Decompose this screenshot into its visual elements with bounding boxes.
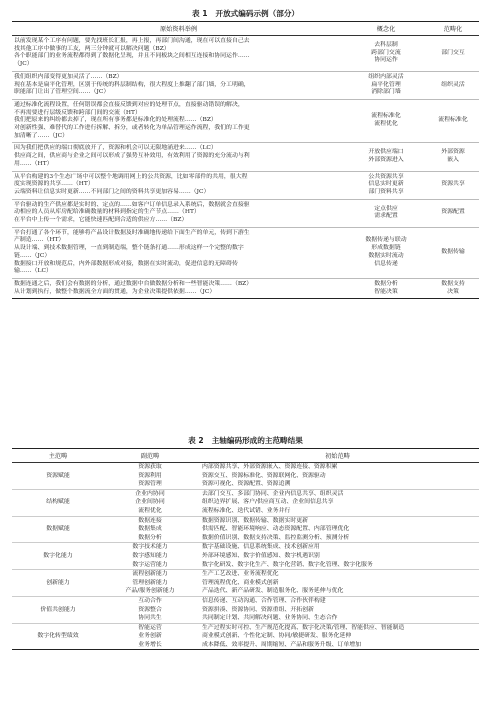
concept-line: 组织内部灵活 (368, 73, 404, 80)
concept-line: 信息传递 (374, 260, 398, 267)
raw-data-line: 从平台构建的3个生态广场中可以整个地调用网上的公共资源，比如零部件的共用，很大程 (14, 173, 248, 180)
table-1-header-row (12, 22, 479, 36)
sub-category-cell: 资源利用 (138, 472, 162, 479)
sub-category-cell: 数据连接 (104, 516, 196, 525)
raw-data-line: 对创新性强、难替代的工作进行拆解、拆分，或者转化为单品管理运作流程，我们的工作更 (14, 125, 250, 132)
category-cell (427, 227, 479, 278)
concept-cell (345, 71, 427, 99)
table-row (12, 99, 479, 143)
initial-category-cell: 流程标准化、迭代试错、业务并行 (202, 507, 291, 514)
raw-data-line: 不再需要进行层级反馈和跨部门间的交流（HT） (14, 109, 141, 116)
category-line: 组织灵活 (441, 81, 465, 88)
concept-cell (345, 278, 427, 298)
table-row (12, 143, 479, 171)
sub-category-cell: 管理创新能力 (132, 579, 168, 586)
main-category-cell: 结构赋能 (12, 489, 104, 516)
raw-data-line: 平台驱动的生产供应都是实时的、定点的……如客户订单信息录入系统后，数据就会直接驱 (14, 201, 250, 208)
category-cell (427, 278, 479, 298)
concept-cell (345, 36, 427, 72)
table-row (12, 516, 479, 525)
table-row (12, 543, 479, 552)
concept-line: 跨部门交流 (371, 49, 401, 56)
initial-category-cell: 商业模式创新、个性化定制、协同/敏捷研发、服务化延伸 (202, 633, 352, 640)
category-line: 资源共享 (441, 181, 465, 188)
raw-data-line: 平台打通了各个环节，能够将产品设计数据及时准确地传递给下面生产的单元，传到下游生 (14, 229, 250, 236)
raw-data-line: （JC） (14, 61, 33, 68)
raw-data-line: 以前发现某个工序有问题，要先找班长汇报，再上报，再部门间沟通，现在可以直接自己去 (14, 38, 250, 44)
category-line: 部门交互 (441, 49, 465, 56)
initial-category-cell: 供需匹配、智能环境响应、动态资源配置、内部管理优化 (202, 526, 350, 533)
header-main-category: 主范畴 (12, 449, 104, 463)
initial-category-cell: 外部环境感知、数字价值感知、数字机遇识别 (202, 552, 320, 559)
main-category-cell: 数字化能力 (12, 543, 104, 570)
sub-category-cell: 企业间协同 (135, 499, 165, 506)
concept-line: 流程优化 (374, 121, 398, 128)
initial-category-cell: 数字基础设施、信息系统集成、技术创新应用 (196, 543, 479, 552)
raw-data-line: 从设计端、到技术数据管理，一直到制造端，整个链条打通……形成这样一个完整的数字 (14, 245, 244, 252)
initial-category-cell: 内部资源共享、外部资源嵌入、资源连接、资源积累 (202, 464, 338, 470)
header-initial-category: 初始范畴 (196, 449, 479, 463)
sub-category-cell: 产品/服务创新能力 (125, 588, 175, 595)
sub-category-cell: 资源管理 (138, 481, 162, 488)
category-line: 资源配置 (441, 209, 465, 216)
initial-category-cell: 共同制定计划、共同解决问题、业务协同、生态合作 (202, 615, 338, 622)
initial-category-cell: 数字化研发、数字化生产、数字化营销、数字化管理、数字化服务 (202, 561, 373, 568)
raw-data-cell (12, 36, 345, 72)
raw-data-line: 链……（JC） (14, 252, 51, 259)
sub-category-cell: 数字技术能力 (104, 543, 196, 552)
raw-data-cell (12, 143, 345, 171)
raw-data-cell (12, 71, 345, 99)
initial-category-cell: 生产过程实时可控、生产规范化提高、数字化决策/管理、智能供应、智能制造 (196, 623, 479, 632)
main-category-cell: 创新能力 (12, 570, 104, 597)
raw-data-line: 输……（LC） (14, 268, 52, 275)
raw-data-line: 找其他工序中做事的工友，两三分钟就可以解决问题（BZ） (14, 45, 170, 52)
concept-line: 开放供应端口 (368, 149, 404, 156)
initial-category-cell: 资源可视化、资源配置、资源追溯 (202, 481, 291, 488)
sub-category-cell: 流程创新能力 (104, 570, 196, 579)
concept-cell (345, 199, 427, 227)
category-line: 流程标准化 (438, 117, 468, 124)
table-2-title: 主轴编码形成的主范畴结果 (211, 436, 303, 445)
concept-line: 数据分析 (374, 280, 398, 287)
raw-data-cell (12, 227, 345, 278)
concept-line: 公共资源共享 (368, 173, 404, 180)
category-cell (427, 143, 479, 171)
initial-category-cell: 数据价值识别、数据支持决策、监控监测分析、预测分析 (202, 534, 350, 541)
table-row (12, 596, 479, 605)
open-coding-table (12, 21, 479, 299)
raw-data-line: 加清晰了……（JC） (14, 132, 68, 139)
sub-category-cell: 资源获取 (138, 464, 162, 470)
raw-data-cell (12, 199, 345, 227)
category-cell (427, 36, 479, 72)
raw-data-line: 在平台中上传一个需求，它能快速匹配到合适的供应方……（BZ） (14, 217, 188, 224)
concept-line: 部门资料共享 (368, 188, 404, 195)
concept-line: 形成数据链 (371, 245, 401, 252)
concept-line: 流程标准化 (371, 113, 401, 120)
table-2-caption (12, 436, 479, 446)
raw-data-line: 数据连通之后，我们会有数据的分析，通过数据中台做数据分析和一些智能决策……（BZ） (14, 280, 253, 287)
raw-data-cell (12, 99, 345, 143)
initial-category-cell: 资源交互、资源标准化、资源联网化、资源驱动 (202, 472, 326, 479)
initial-category-cell: 生产工艺改进、业务流程优化 (196, 570, 479, 579)
concept-line: 数据实时流动 (368, 252, 404, 259)
main-category-cell: 资源赋能 (46, 472, 70, 479)
concept-line: 扁平化管理 (371, 81, 401, 88)
concept-line: 信息实时更新 (368, 181, 404, 188)
header-raw-data: 原始资料举例 (12, 22, 345, 36)
raw-data-cell (12, 278, 345, 298)
table-1-caption (12, 9, 479, 19)
raw-data-cell (12, 171, 345, 199)
initial-category-cell: 组织边界扩展、客户/供应商互动、企业间信息共享 (202, 499, 334, 506)
sub-category-cell: 资源整合 (138, 606, 162, 613)
category-line: 嵌入 (447, 156, 459, 163)
category-cell (427, 71, 479, 99)
concept-line: 数据传递与联动 (365, 237, 407, 244)
raw-data-line: 用……（HT） (14, 160, 53, 167)
concept-cell (345, 143, 427, 171)
concept-line: 协同运作 (374, 57, 398, 64)
initial-category-cell: 产品迭代、新产品研发、制造服务化、服务延伸与优化 (202, 588, 344, 595)
header-conceptualization: 概念化 (345, 22, 427, 36)
raw-data-line: 职能部门让出了管理空间……（JC） (14, 89, 110, 96)
concept-line: 外部资源进入 (368, 156, 404, 163)
category-cell (427, 199, 479, 227)
raw-data-line: 通过标准化流程设置，任何错误都会直接反馈到对应的处理节点，直接驱动错误的解决， (14, 101, 244, 108)
raw-data-line: 产制造……（HT） (14, 237, 65, 244)
concept-line: 需求配置 (374, 213, 398, 220)
concept-cell (345, 171, 427, 199)
table-row (12, 278, 479, 298)
sub-category-cell: 业务创新 (138, 633, 162, 640)
raw-data-line: 各个职能部门的业务流程都得到了数据化呈现，并且不同板块之间相互连接和协同运作…… (14, 53, 250, 60)
raw-data-line: 云端资料让信息实时更新……不同部门之间的资料共享更加容易……（JC） (14, 188, 210, 195)
header-categorization: 范畴化 (427, 22, 479, 36)
table-row (12, 489, 479, 498)
table-row (12, 199, 479, 227)
main-category-cell: 价值共创能力 (12, 596, 104, 623)
raw-data-line: 现在基本是扁平化管理，区别于传统的科层制结构，很大程度上推翻了部门墙，分工明确， (14, 81, 250, 88)
initial-category-cell: 去部门交互、多部门协同、企业内信息共享、组织灵活 (196, 489, 479, 498)
main-category-cell: 数字化转型绩效 (12, 623, 104, 650)
table-2-header-row (12, 449, 479, 463)
table-row (12, 171, 479, 199)
axial-coding-table (12, 448, 479, 650)
table-2-block (12, 436, 479, 650)
main-category-cell: 数据赋能 (12, 516, 104, 543)
concept-line: 定点供应 (374, 205, 398, 212)
sub-category-cell: 智能运营 (104, 623, 196, 632)
table-1-label: 表 1 (191, 9, 208, 18)
header-sub-category: 副范畴 (104, 449, 196, 463)
initial-category-cell: 信息传递、互动沟通、合作管理、合作伙伴构建 (196, 596, 479, 605)
concept-line: 智能决策 (374, 288, 398, 295)
sub-category-cell: 互动合作 (104, 596, 196, 605)
raw-data-line: 供应商之间，供应商与企业之间可以形成了强势互补效用，有效利用了资源的充分流动与利 (14, 153, 250, 160)
table-row (12, 36, 479, 72)
sub-category-cell: 数据集成 (138, 526, 162, 533)
table-1-title: 开放式编码示例（部分） (215, 9, 300, 18)
concept-line: 消除部门墙 (371, 89, 401, 96)
raw-data-line: 我们把原来的纠纷都去掉了，现在所有事务都是标准化的处理流程……（BZ） (14, 117, 217, 124)
concept-cell (345, 99, 427, 143)
concept-line: 去科层制 (374, 41, 398, 48)
table-row (12, 570, 479, 579)
initial-category-cell: 资源拼凑、资源协同、资源重组、开拓创新 (202, 606, 314, 613)
category-line: 外部资源 (441, 149, 465, 156)
raw-data-line: 从计划到执行，做整个数据流全方面的贯通，为企业决策提供依据……（JC） (14, 288, 216, 295)
sub-category-cell: 数据分析 (138, 534, 162, 541)
table-row (12, 71, 479, 99)
sub-category-cell: 数字感知能力 (132, 552, 168, 559)
raw-data-line: 我们组织内部变得更加灵活了……（BZ） (14, 73, 123, 80)
initial-category-cell: 管理流程优化、商业模式创新 (202, 579, 279, 586)
initial-category-cell: 成本降低、效率提升、周期缩短、产品和服务升级、订单增加 (202, 641, 362, 648)
category-line: 决策 (447, 288, 459, 295)
table-row (12, 463, 479, 472)
table-2-label: 表 2 (188, 436, 204, 445)
concept-cell (345, 227, 427, 278)
table-row (12, 623, 479, 632)
raw-data-line: 因为我们把供应的端口彻底放开了，资源和机会可以无限地涌进来……（LC） (14, 145, 217, 152)
category-line: 数据支持 (441, 280, 465, 287)
sub-category-cell: 协同共生 (138, 615, 162, 622)
sub-category-cell: 企业内协同 (104, 489, 196, 498)
raw-data-line: 动相应的人员从库房配给准确数量的材料到指定的生产节点……（HT） (14, 209, 200, 216)
table-1-block (12, 9, 479, 299)
sub-category-cell: 数字运营能力 (132, 561, 168, 568)
raw-data-line: 数据接口开放和规范后，内外部数据形成对接，数据在实时流动，促进信息的无障碍传 (14, 260, 238, 267)
table-row (12, 227, 479, 278)
sub-category-cell: 流程优化 (138, 507, 162, 514)
category-line: 数据传输 (441, 249, 465, 256)
raw-data-line: 度实现资源的共享……（HT） (14, 181, 94, 188)
initial-category-cell: 数据资源识别、数据传输、数据实时更新 (196, 516, 479, 525)
category-cell (427, 171, 479, 199)
category-cell (427, 99, 479, 143)
sub-category-cell: 业务增长 (138, 641, 162, 648)
